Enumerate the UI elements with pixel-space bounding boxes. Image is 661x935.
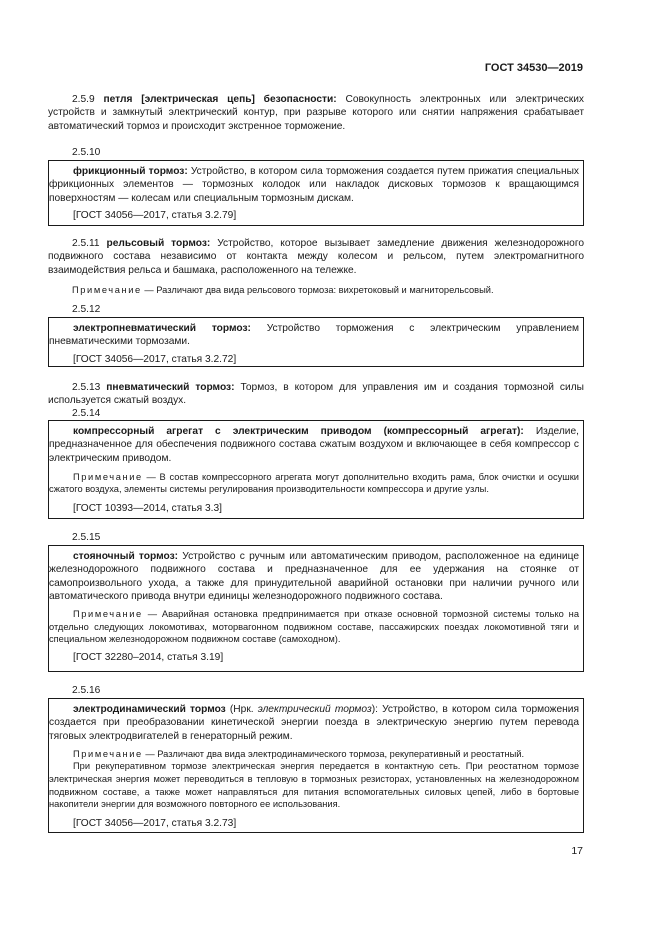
definition: Устройство торможения с электрическим управлением пневматическими тормозами.	[49, 323, 580, 348]
note-text: — Различают два вида электродинамического тормоза, рекуперативный и реостатный.	[142, 748, 525, 759]
note-continuation: При рекуперативном тормозе электрическая энергия передается в контактную сеть. При реостатном тормозе электрическая энергия может переводиться в тепловую в тормозных резисторах, установленных на железнодорожном подвижном составе, а также может направляться для питания вспомогательных силовых цепей, либо в бортовые накопители энергии для возможного повторного ее использования.	[49, 761, 579, 810]
definition-text	[49, 425, 583, 465]
note-label: Примечание	[73, 609, 143, 620]
term-prefix: (Нрк.	[225, 704, 258, 715]
definition-text	[49, 322, 583, 349]
reference: [ГОСТ 34056—2017, статья 3.2.73]	[73, 817, 237, 829]
definition-box-2-5-12	[48, 317, 584, 367]
term: рельсовый тормоз:	[106, 238, 211, 249]
section-number-2-5-10: 2.5.10	[72, 147, 101, 158]
note-label: Примечание	[72, 285, 142, 295]
term: компрессорный агрегат с электрическим приводом (компрессорный агрегат):	[73, 426, 524, 437]
note-label: Примечание	[73, 748, 143, 759]
note-text: — В состав компрессорного агрегата могут дополнительно входить рама, блок очистки и осушки сжатого воздуха, элементы системы регулирования производительности компрессора и другие узлы.	[49, 471, 579, 495]
page-number: 17	[571, 845, 583, 857]
section-number: 2.5.9	[72, 94, 95, 105]
definition: Устройство, в котором сила торможения создается путем прижатия специальных фрикционных элементов — тормозных колодок или накладок дисковых тормозов к вращающимся поверхностям — колесам или специальным тормозным дискам.	[49, 166, 580, 204]
term: петля [электрическая цепь] безопасности:	[103, 94, 337, 105]
section-2-5-9	[48, 93, 584, 133]
section-2-5-11	[48, 237, 584, 277]
note-2-5-16	[49, 748, 583, 761]
note-2-5-11	[48, 284, 584, 297]
section-number-2-5-14: 2.5.14	[72, 408, 101, 419]
term: стояночный тормоз:	[73, 551, 179, 562]
section-2-5-13	[48, 381, 584, 408]
reference: [ГОСТ 34056—2017, статья 3.2.79]	[73, 209, 237, 221]
note-text: — Аварийная остановка предпринимается при отказе основной тормозной системы только на отдельно следующих локомотивах, моторвагонном подвижном составе, пассажирских поездах локомотивной тяги и специальном железнодорожном подвижном составе (самоходном).	[49, 609, 579, 645]
definition-text	[49, 550, 583, 603]
definition: Изделие, предназначенное для обеспечения подвижного состава сжатым воздухом и включающее в себя компрессор с электрическим приводом.	[49, 426, 579, 464]
definition: Совокупность электронных или электрических устройств и замкнутый электрический контур, при разрыве которого или снятии напряжения срабатывает автоматический тормоз и происходит экстренное торможение.	[48, 94, 584, 132]
note-2-5-14	[49, 471, 583, 496]
term: фрикционный тормоз:	[73, 166, 188, 177]
definition-box-2-5-16	[48, 698, 584, 833]
section-number: 2.5.11	[72, 238, 100, 249]
reference: [ГОСТ 32280–2014, статья 3.19]	[73, 651, 224, 663]
term: электропневматический тормоз:	[73, 323, 251, 334]
definition-box-2-5-14	[48, 420, 584, 519]
section-number-2-5-12: 2.5.12	[72, 304, 101, 315]
note-text: — Различают два вида рельсового тормоза: вихретоковый и магниторельсовый.	[141, 285, 494, 295]
reference: [ГОСТ 10393—2014, статья 3.3]	[73, 503, 223, 515]
definition: ): Устройство, в котором сила торможения создается при преобразовании кинетической энергии поезда в электрическую энергию путем перевода тяговых электродвигателей в генераторный режим.	[49, 704, 579, 742]
definition: Устройство, которое вызывает замедление движения железнодорожного подвижного состава независимо от контакта между колесом и рельсом, путем электромагнитного взаимодействия рельса и башмака, расположенного на тележке.	[48, 238, 584, 276]
definition: Тормоз, в котором для управления им и создания тормозной силы используется сжатый воздух.	[48, 382, 584, 407]
definition-text	[49, 703, 583, 743]
reference: [ГОСТ 34056—2017, статья 3.2.72]	[73, 353, 237, 365]
definition-box-2-5-15	[48, 545, 584, 672]
section-number: 2.5.13	[72, 382, 101, 393]
note-2-5-15	[49, 608, 583, 646]
term: пневматический тормоз:	[106, 382, 235, 393]
deprecated-term: электрический тормоз	[257, 704, 372, 715]
section-number-2-5-15: 2.5.15	[72, 532, 101, 543]
definition-text	[49, 165, 583, 205]
note-label: Примечание	[73, 471, 143, 482]
document-header: ГОСТ 34530—2019	[484, 62, 583, 74]
definition: Устройство с ручным или автоматическим приводом, расположенное на единице железнодорожного подвижного состава и предназначенное для ее удержания на стоянке от самопроизвольного ухода, а также для принудительной аварийной остановки при наличии ручного или автоматического привода внутри единицы железнодорожного подвижного состава.	[49, 551, 579, 602]
definition-box-2-5-10	[48, 160, 584, 226]
section-number-2-5-16: 2.5.16	[72, 685, 101, 696]
term: электродинамический тормоз	[73, 704, 226, 715]
